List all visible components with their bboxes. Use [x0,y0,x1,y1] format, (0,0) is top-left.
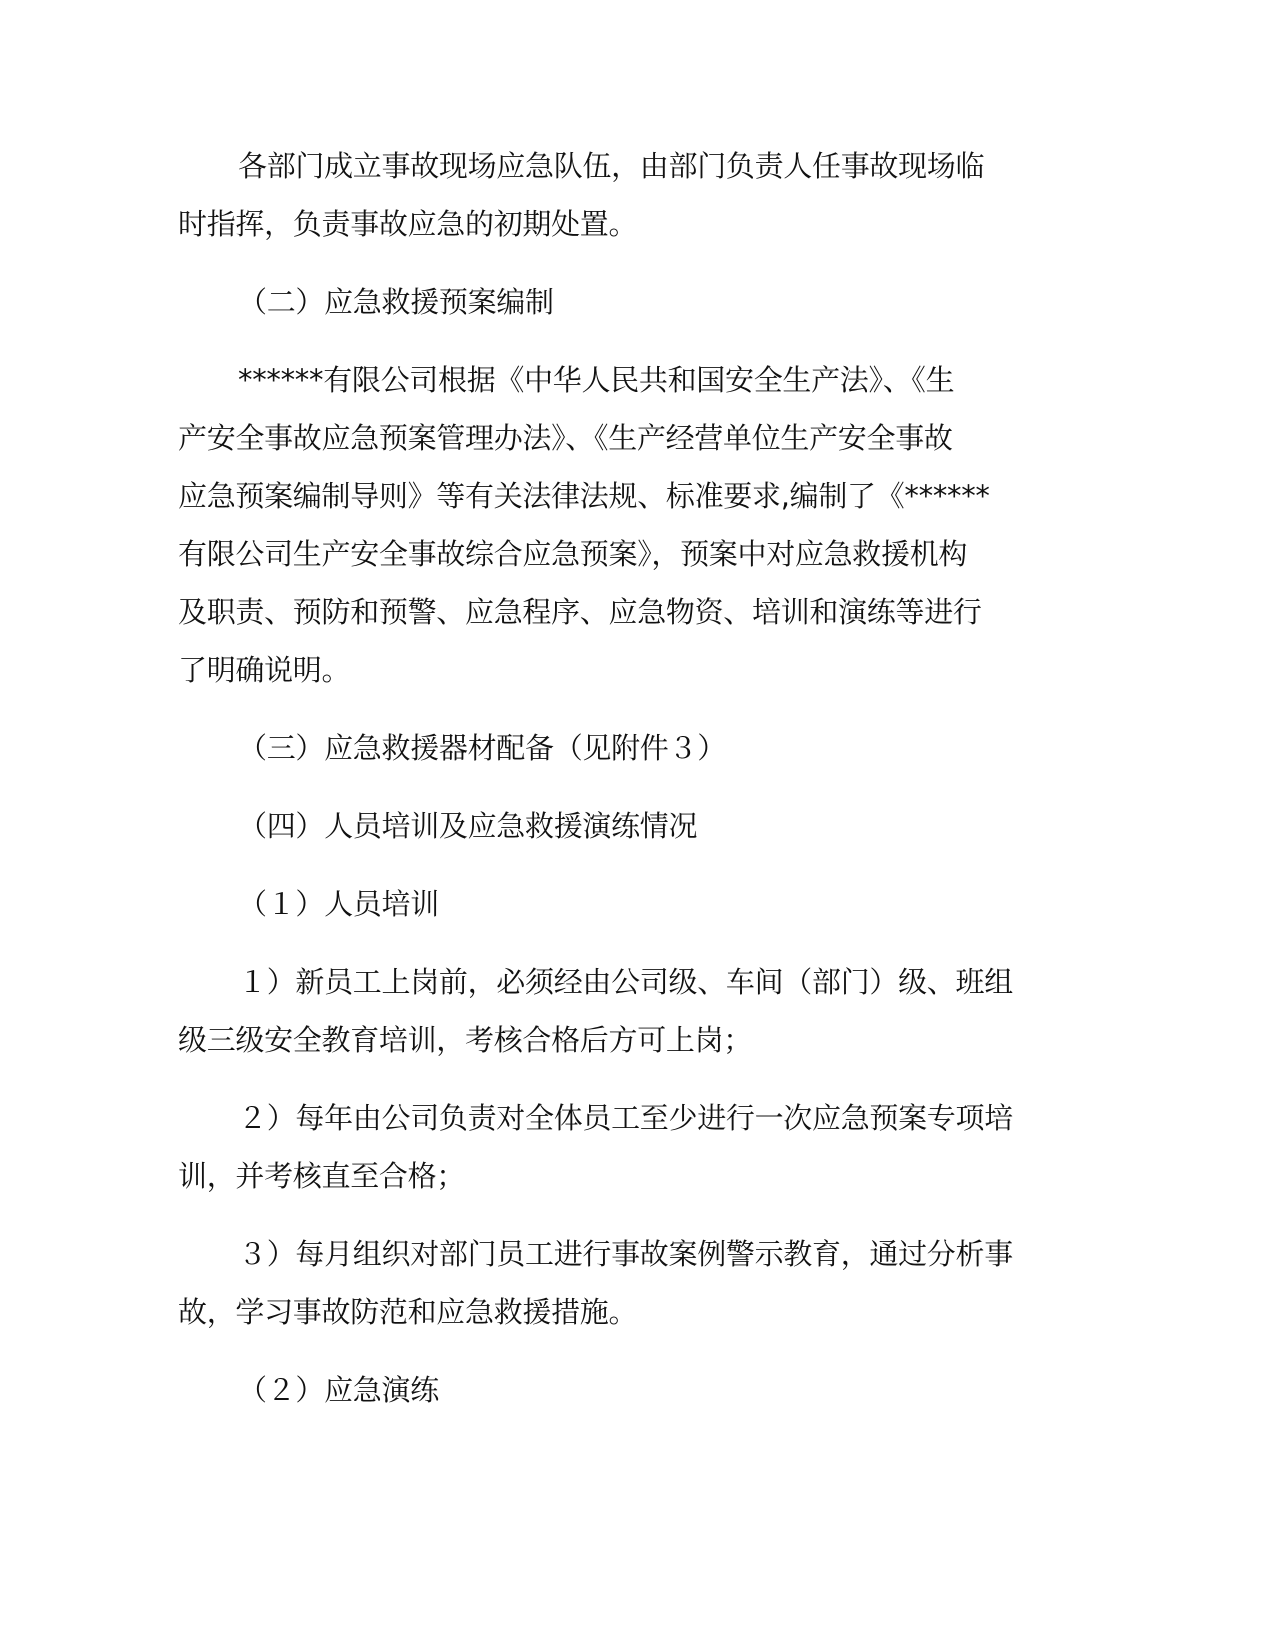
text-line: 了明确说明。 [178,653,351,687]
heading-text: （二）应急救援预案编制 [238,285,554,319]
heading-text: （四）人员培训及应急救援演练情况 [238,809,698,843]
paragraph-plan [178,351,1033,699]
paragraph-item-2 [178,1089,1033,1205]
section-heading-training [178,797,1033,855]
text-line: 产安全事故应急预案管理办法》、《生产经营单位生产安全事故 [178,421,953,455]
text-line: 各部门成立事故现场应急队伍，由部门负责人任事故现场临 [238,149,985,183]
paragraph-item-3 [178,1225,1033,1341]
text-line: ******有限公司根据《中华人民共和国安全生产法》、《生 [238,363,955,397]
text-line: 有限公司生产安全事故综合应急预案》，预案中对应急救援机构 [178,537,968,571]
document-body [178,137,1033,1419]
section-heading-plan [178,273,1033,331]
heading-text: （三）应急救援器材配备（见附件３） [238,731,726,765]
heading-text: （１）人员培训 [238,887,439,921]
text-line: ２）每年由公司负责对全体员工至少进行一次应急预案专项培 [238,1101,1013,1135]
text-line: 应急预案编制导则》等有关法律法规、标准要求,编制了《****** [178,479,990,513]
text-line: 及职责、预防和预警、应急程序、应急物资、培训和演练等进行 [178,595,982,629]
text-line: 故，学习事故防范和应急救援措施。 [178,1295,638,1329]
paragraph-team [178,137,1033,253]
text-line: 时指挥，负责事故应急的初期处置。 [178,207,638,241]
section-heading-equipment [178,719,1033,777]
heading-text: （２）应急演练 [238,1373,439,1407]
text-line: ３）每月组织对部门员工进行事故案例警示教育，通过分析事 [238,1237,1013,1271]
text-line: １）新员工上岗前，必须经由公司级、车间（部门）级、班组 [238,965,1013,999]
text-line: 训，并考核直至合格； [178,1159,466,1193]
subheading-personnel-training [178,875,1033,933]
paragraph-item-1 [178,953,1033,1069]
text-line: 级三级安全教育培训，考核合格后方可上岗； [178,1023,753,1057]
subheading-drill [178,1361,1033,1419]
